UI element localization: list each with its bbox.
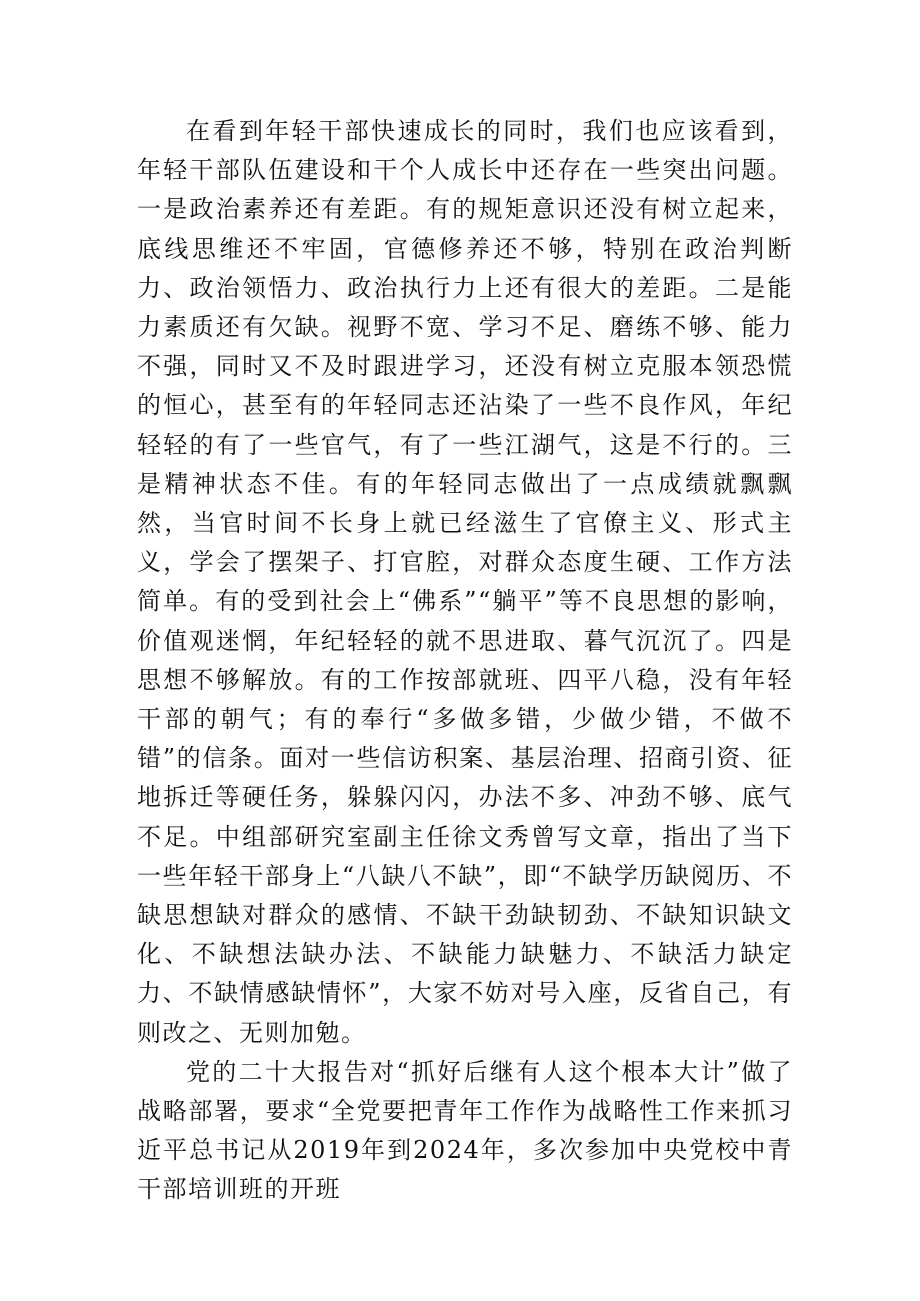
document-body	[137, 112, 793, 1210]
paragraph-2: 党的二十大报告对“抓好后继有人这个根本大计”做了战略部署，要求“全党要把青年工作作为战略性工作来抓习近平总书记从2019年到2024年，多次参加中央党校中青干部培训班的开班	[137, 1057, 793, 1204]
paragraph-1: 在看到年轻干部快速成长的同时，我们也应该看到，年轻干部队伍建设和干个人成长中还存在一些突出问题。一是政治素养还有差距。有的规矩意识还没有树立起来，底线思维还不牢固，官德修养还不够，特别在政治判断力、政治领悟力、政治执行力上还有很大的差距。二是能力素质还有欠缺。视野不宽、学习不足、磨练不够、能力不强，同时又不及时跟进学习，还没有树立克服本领恐慌的恒心，甚至有的年轻同志还沾染了一些不良作风，年纪轻轻的有了一些官气，有了一些江湖气，这是不行的。三是精神状态不佳。有的年轻同志做出了一点成绩就飘飘然，当官时间不长身上就已经滋生了官僚主义、形式主义，学会了摆架子、打官腔，对群众态度生硬、工作方法简单。有的受到社会上“佛系”“躺平”等不良思想的影响，价值观迷惘，年纪轻轻的就不思进取、暮气沉沉了。四是思想不够解放。有的工作按部就班、四平八稳，没有年轻干部的朝气；有的奉行“多做多错，少做少错，不做不错”的信条。面对一些信访积案、基层治理、招商引资、征地拆迁等硬任务，躲躲闪闪，办法不多、冲劲不够、底气不足。中组部研究室副主任徐文秀曾写文章，指出了当下一些年轻干部身上“八缺八不缺”，即“不缺学历缺阅历、不缺思想缺对群众的感情、不缺干劲缺韧劲、不缺知识缺文化、不缺想法缺办法、不缺能力缺魅力、不缺活力缺定力、不缺情感缺情怀”，大家不妨对号入座，反省自己，有则改之、无则加勉。	[137, 117, 793, 1047]
